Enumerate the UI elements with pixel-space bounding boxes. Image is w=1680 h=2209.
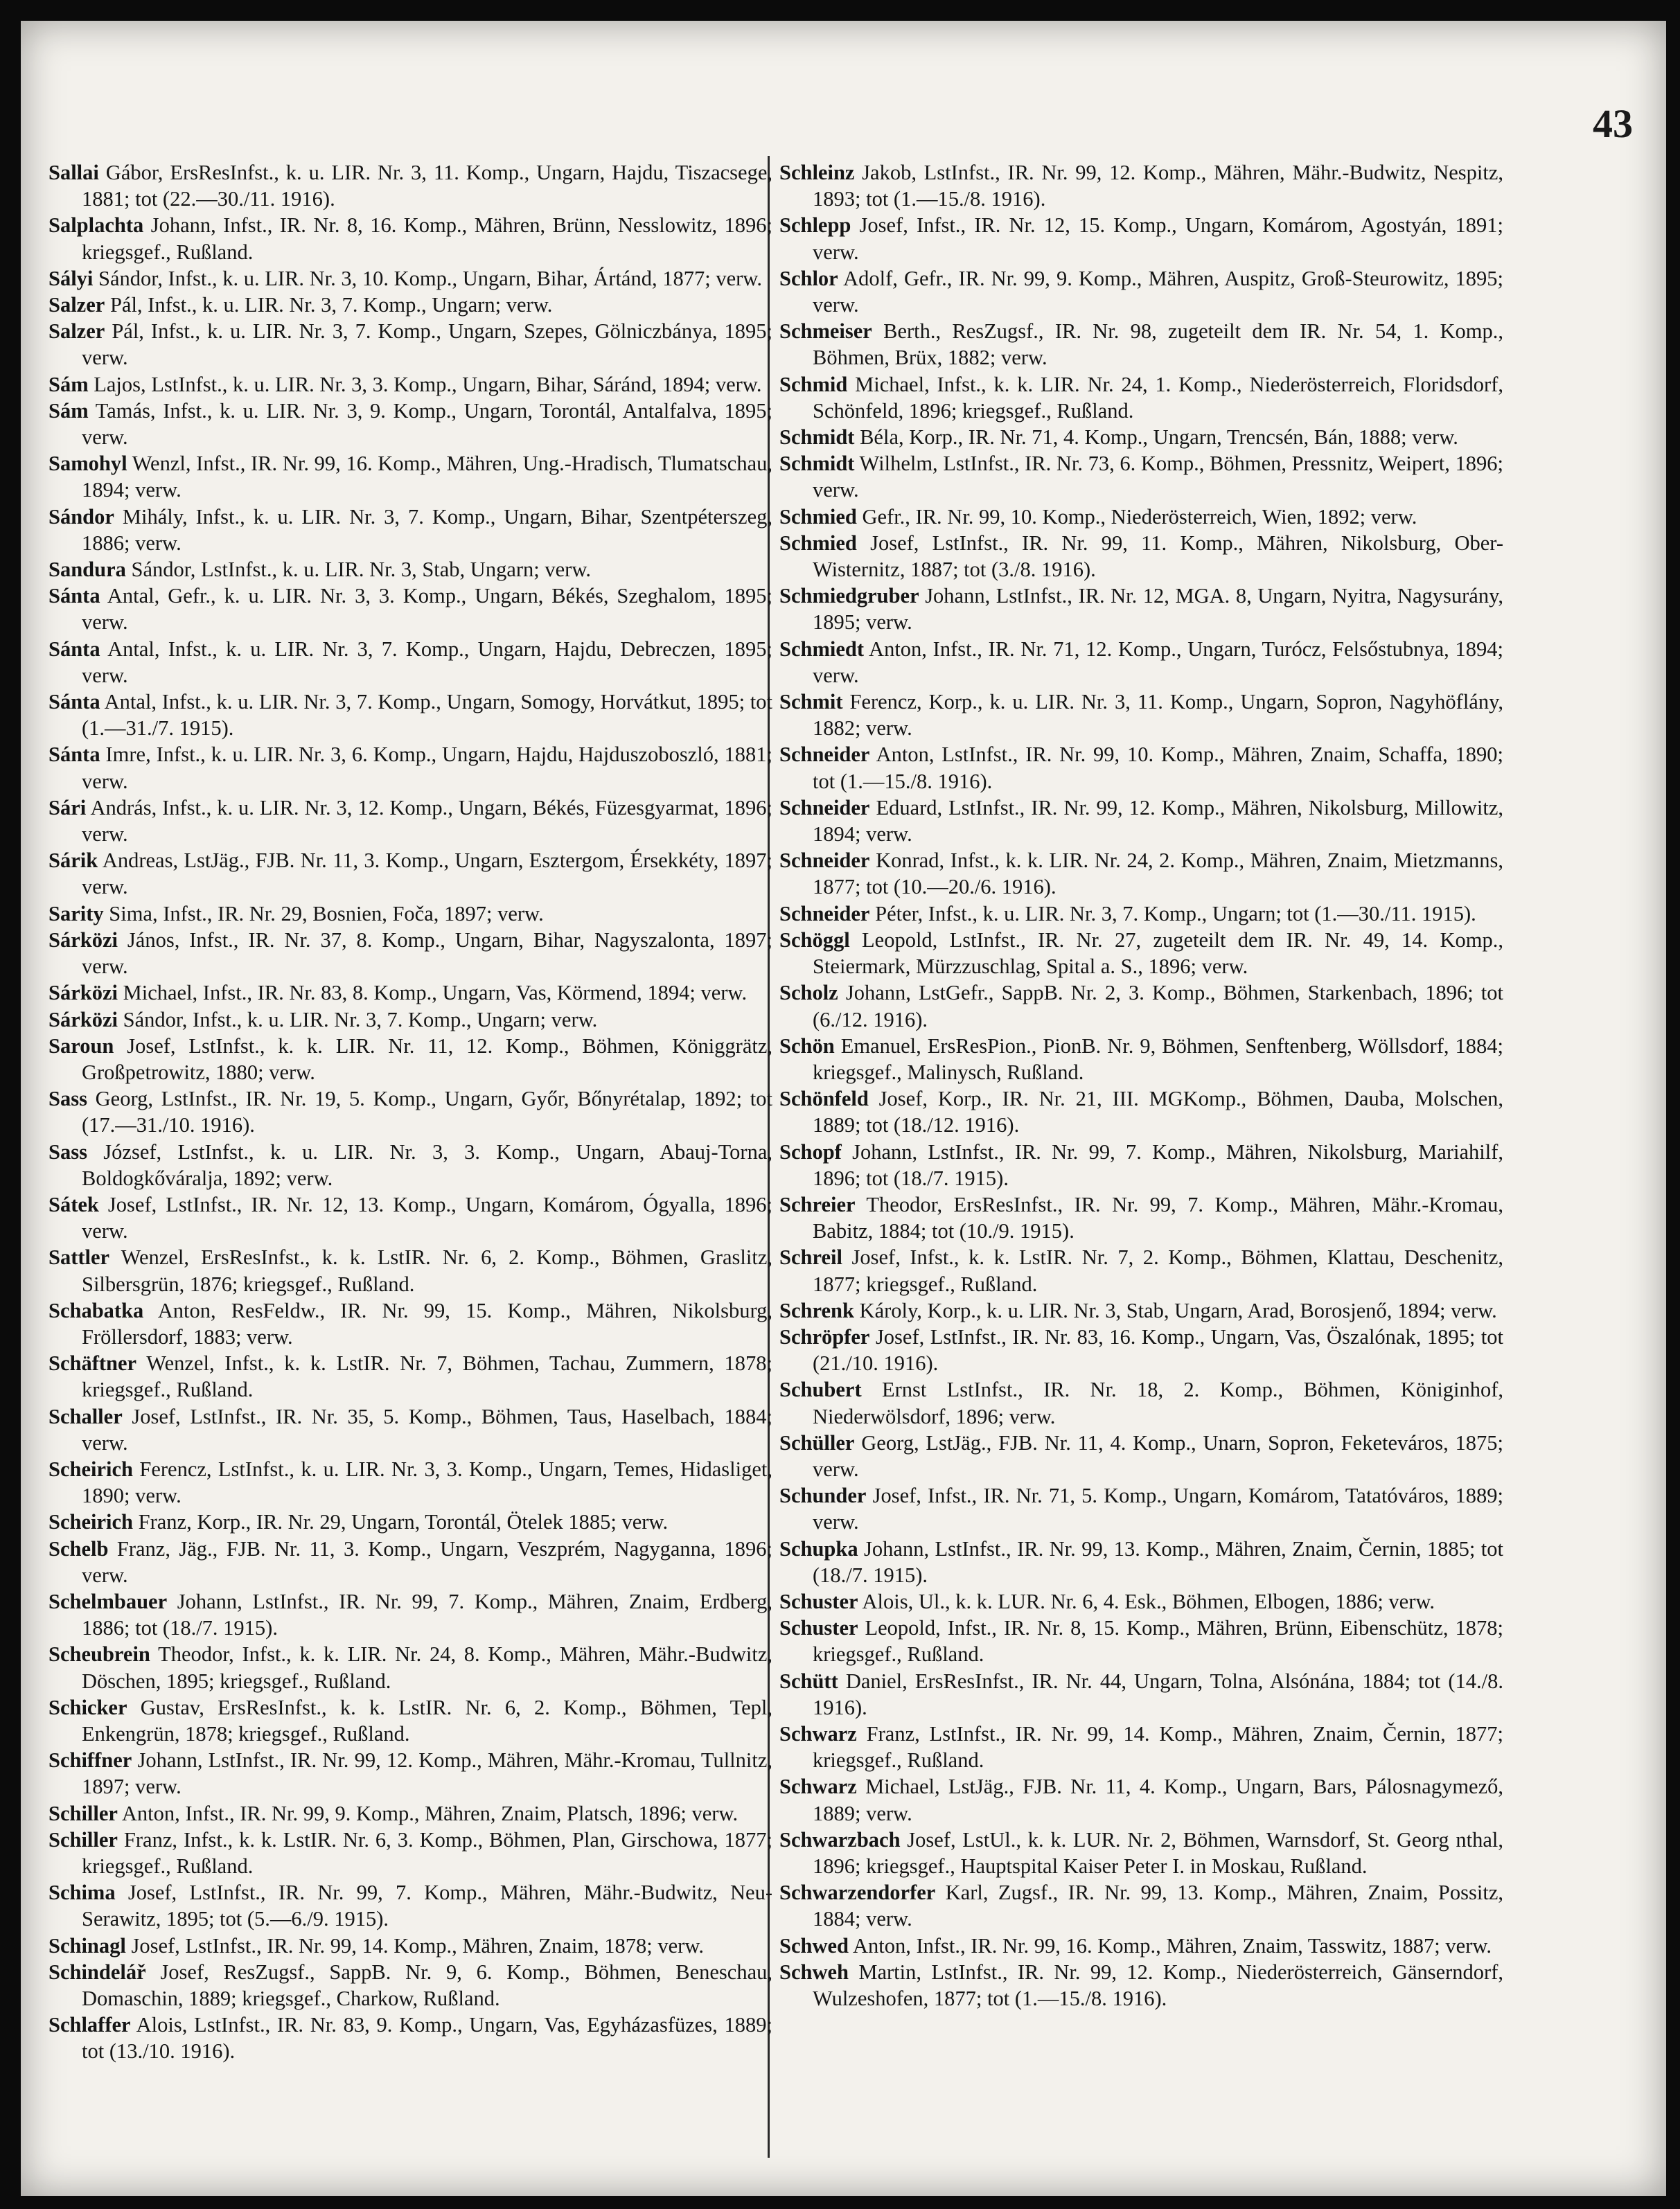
entry-surname: Schabatka [48, 1298, 144, 1322]
roster-entry [48, 318, 772, 371]
entry-details: Antal, Infst., k. u. LIR. Nr. 3, 7. Komp., Ungarn, Somogy, Horvátkut, 1895; tot (1.—31./7. 1915). [82, 690, 772, 740]
entry-surname: Schmit [779, 690, 843, 714]
entry-details: Mihály, Infst., k. u. LIR. Nr. 3, 7. Komp., Ungarn, Bihar, Szentpéterszeg, 1886; verw. [82, 504, 772, 555]
roster-entry [779, 265, 1503, 318]
entry-details: Daniel, ErsResInfst., IR. Nr. 44, Ungarn, Tolna, Alsónána, 1884; tot (14./8. 1916). [813, 1669, 1503, 1719]
roster-entry [48, 1244, 772, 1297]
entry-details: Alois, LstInfst., IR. Nr. 83, 9. Komp., Ungarn, Vas, Egyházasfüzes, 1889; tot (13./10. 1916). [82, 2013, 772, 2064]
entry-surname: Sárik [48, 849, 98, 873]
roster-entry [48, 1588, 772, 1641]
entry-details: Josef, LstInfst., IR. Nr. 99, 7. Komp., Mähren, Mähr.-Budwitz, Neu-Serawitz, 1895; tot (5.—6./9. 1915). [82, 1881, 772, 1931]
roster-entry [779, 1244, 1503, 1297]
roster-entry [48, 1006, 772, 1033]
entry-surname: Schmied [779, 504, 857, 529]
entry-details: Josef, LstUl., k. k. LUR. Nr. 2, Böhmen, Warnsdorf, St. Georg nthal, 1896; kriegsgef., Hauptspital Kaiser Peter I. in Moskau, Rußland. [813, 1827, 1503, 1878]
entry-surname: Schüller [779, 1430, 855, 1455]
roster-entry [48, 927, 772, 979]
entry-surname: Sánta [48, 637, 100, 661]
entry-surname: Schönfeld [779, 1087, 869, 1111]
entry-surname: Schneider [779, 849, 870, 873]
entry-surname: Schiller [48, 1827, 118, 1852]
roster-entry [779, 1085, 1503, 1138]
entry-details: Johann, LstInfst., IR. Nr. 99, 7. Komp., Mähren, Nikolsburg, Mariahilf, 1896; tot (18./7. 1915). [813, 1139, 1503, 1190]
entry-surname: Schaller [48, 1404, 123, 1428]
roster-entry [779, 1827, 1503, 1879]
entry-surname: Saroun [48, 1033, 114, 1058]
entry-surname: Schinagl [48, 1933, 126, 1958]
roster-entry [779, 1773, 1503, 1826]
roster-entry [48, 1297, 772, 1350]
roster-entry [779, 1324, 1503, 1376]
roster-entry [48, 265, 772, 292]
entry-details: Johann, LstGefr., SappB. Nr. 2, 3. Komp., Böhmen, Starkenbach, 1896; tot (6./12. 1916). [813, 981, 1503, 1031]
roster-entry [48, 159, 772, 212]
roster-entry [779, 1033, 1503, 1085]
entry-surname: Sárközi [48, 981, 118, 1005]
roster-entry [48, 847, 772, 900]
entry-surname: Salzer [48, 293, 105, 317]
entry-surname: Schubert [779, 1378, 862, 1402]
entry-surname: Sánta [48, 690, 100, 714]
scanned-page [21, 21, 1666, 2196]
roster-entry [779, 212, 1503, 265]
roster-entry [48, 212, 772, 265]
roster-entry [779, 1536, 1503, 1588]
roster-entry [779, 1933, 1503, 1959]
entry-surname: Sám [48, 398, 89, 423]
entry-surname: Schön [779, 1033, 835, 1058]
entry-surname: Schneider [779, 795, 870, 819]
entry-details: Theodor, ErsResInfst., IR. Nr. 99, 7. Komp., Mähren, Mähr.-Kromau, Babitz, 1884; tot (10./9. 1915). [813, 1192, 1503, 1243]
entry-details: Franz, LstInfst., IR. Nr. 99, 14. Komp., Mähren, Znaim, Černin, 1877; kriegsgef., Rußland. [813, 1721, 1503, 1773]
roster-entry [48, 1085, 772, 1138]
entry-surname: Schmidt [779, 452, 855, 476]
entry-surname: Schlor [779, 266, 838, 290]
entry-surname: Scholz [779, 981, 838, 1005]
roster-entry [48, 1959, 772, 2012]
entry-details: Josef, ResZugsf., SappB. Nr. 9, 6. Komp., Böhmen, Beneschau, Domaschin, 1889; kriegsgef., Charkow, Rußland. [82, 1960, 772, 2011]
entry-surname: Schmied [779, 531, 857, 555]
roster-entry [48, 1403, 772, 1456]
entry-surname: Sályi [48, 266, 94, 290]
entry-surname: Sárközi [48, 928, 118, 952]
entry-details: András, Infst., k. u. LIR. Nr. 3, 12. Komp., Ungarn, Békés, Füzesgyarmat, 1896; verw. [82, 795, 772, 846]
entry-details: Georg, LstJäg., FJB. Nr. 11, 4. Komp., Unarn, Sopron, Feketeváros, 1875; verw. [813, 1430, 1503, 1481]
entry-details: Anton, Infst., IR. Nr. 71, 12. Komp., Ungarn, Turócz, Felsőstubnya, 1894; verw. [813, 637, 1503, 687]
roster-entry [779, 636, 1503, 689]
roster-entry [48, 901, 772, 927]
roster-entry [779, 504, 1503, 530]
roster-entry [779, 371, 1503, 424]
roster-entry [779, 847, 1503, 900]
entry-surname: Schunder [779, 1484, 867, 1508]
entry-details: Franz, Infst., k. k. LstIR. Nr. 6, 3. Komp., Böhmen, Plan, Girschowa, 1877; kriegsgef., Rußland. [82, 1827, 772, 1878]
roster-entry [48, 583, 772, 635]
left-column [48, 159, 772, 2154]
entry-surname: Schlepp [779, 213, 851, 238]
roster-entry [48, 1509, 772, 1535]
roster-entry [48, 1800, 772, 1827]
roster-entry [779, 530, 1503, 583]
roster-entry [779, 795, 1503, 847]
roster-entry [48, 450, 772, 503]
entry-details: Wenzl, Infst., IR. Nr. 99, 16. Komp., Mähren, Ung.-Hradisch, Tlumatschau, 1894; verw. [82, 452, 772, 502]
entry-details: Imre, Infst., k. u. LIR. Nr. 3, 6. Komp., Ungarn, Hajdu, Hajduszoboszló, 1881; verw. [82, 743, 772, 793]
entry-surname: Schima [48, 1881, 116, 1905]
entry-details: Tamás, Infst., k. u. LIR. Nr. 3, 9. Komp., Ungarn, Torontál, Antalfalva, 1895; verw. [82, 398, 772, 450]
entry-surname: Schneider [779, 901, 870, 925]
entry-surname: Samohyl [48, 452, 127, 476]
roster-entry [779, 424, 1503, 450]
entry-surname: Schrenk [779, 1298, 854, 1322]
entry-surname: Schopf [779, 1139, 842, 1164]
roster-entry [779, 689, 1503, 741]
roster-entry [779, 1721, 1503, 1773]
roster-entry [48, 979, 772, 1006]
entry-details: Emanuel, ErsResPion., PionB. Nr. 9, Böhmen, Senftenberg, Wöllsdorf, 1884; kriegsgef., Malinysch, Rußland. [813, 1033, 1503, 1084]
entry-details: Johann, LstInfst., IR. Nr. 12, MGA. 8, Ungarn, Nyitra, Nagysurány, 1895; verw. [813, 584, 1503, 635]
roster-entry [48, 292, 772, 318]
entry-details: Michael, LstJäg., FJB. Nr. 11, 4. Komp., Ungarn, Bars, Pálosnagymező, 1889; verw. [813, 1775, 1503, 1825]
entry-details: Anton, Infst., IR. Nr. 99, 9. Komp., Mähren, Znaim, Platsch, 1896; verw. [117, 1801, 739, 1825]
entry-surname: Schäftner [48, 1351, 137, 1376]
roster-entry [779, 1191, 1503, 1244]
entry-surname: Schindelář [48, 1960, 146, 1984]
entry-details: Andreas, LstJäg., FJB. Nr. 11, 3. Komp., Ungarn, Esztergom, Érsekkéty, 1897; verw. [82, 849, 772, 899]
entry-surname: Sándor [48, 504, 114, 529]
entry-surname: Salzer [48, 319, 105, 344]
entry-surname: Schneider [779, 743, 870, 767]
entry-details: Josef, LstInfst., k. k. LIR. Nr. 11, 12. Komp., Böhmen, Königgrätz, Großpetrowitz, 1880; verw. [82, 1033, 772, 1084]
roster-entry [48, 1747, 772, 1800]
roster-entry [779, 318, 1503, 371]
entry-surname: Sánta [48, 584, 100, 608]
roster-entry [48, 1641, 772, 1694]
roster-entry [48, 1694, 772, 1747]
entry-details: Berth., ResZugsf., IR. Nr. 98, zugeteilt dem IR. Nr. 54, 1. Komp., Böhmen, Brüx, 1882; verw. [813, 319, 1503, 370]
roster-entry [779, 927, 1503, 979]
entry-details: Leopold, LstInfst., IR. Nr. 27, zugeteilt dem IR. Nr. 49, 14. Komp., Steiermark, Mürzzuschlag, Spital a. S., 1896; verw. [813, 928, 1503, 979]
entry-details: Wenzel, Infst., k. k. LstIR. Nr. 7, Böhmen, Tachau, Zummern, 1878; kriegsgef., Rußland. [82, 1351, 772, 1402]
entry-surname: Schleinz [779, 161, 855, 184]
entry-details: Josef, LstInfst., IR. Nr. 83, 16. Komp., Ungarn, Vas, Öszalónak, 1895; tot (21./10. 1916). [813, 1324, 1503, 1376]
entry-surname: Schlaffer [48, 2013, 131, 2037]
entry-details: Josef, LstInfst., IR. Nr. 35, 5. Komp., Böhmen, Taus, Haselbach, 1884; verw. [82, 1404, 772, 1455]
roster-entry [48, 741, 772, 794]
roster-entry [48, 371, 772, 398]
entry-surname: Scheubrein [48, 1642, 150, 1667]
roster-entry [48, 398, 772, 450]
entry-surname: Schupka [779, 1536, 858, 1561]
roster-entry [48, 795, 772, 847]
entry-details: Péter, Infst., k. u. LIR. Nr. 3, 7. Komp., Ungarn; tot (1.—30./11. 1915). [869, 901, 1476, 925]
entry-details: Alois, Ul., k. k. LUR. Nr. 6, 4. Esk., Böhmen, Elbogen, 1886; verw. [858, 1589, 1435, 1613]
entry-details: Sándor, Infst., k. u. LIR. Nr. 3, 10. Komp., Ungarn, Bihar, Ártánd, 1877; verw. [93, 266, 762, 290]
roster-entry [48, 1350, 772, 1403]
entry-details: Konrad, Infst., k. k. LIR. Nr. 24, 2. Komp., Mähren, Znaim, Mietzmanns, 1877; tot (10.—20./6. 1916). [813, 849, 1503, 899]
entry-details: Anton, ResFeldw., IR. Nr. 99, 15. Komp., Mähren, Nikolsburg, Fröllersdorf, 1883; verw. [82, 1298, 772, 1349]
page-number: 43 [1593, 101, 1633, 146]
entry-details: József, LstInfst., k. u. LIR. Nr. 3, 3. Komp., Ungarn, Abauj-Torna, Boldogkőváralja, 1892; verw. [82, 1139, 772, 1190]
roster-entry [48, 636, 772, 689]
entry-details: Antal, Infst., k. u. LIR. Nr. 3, 7. Komp., Ungarn, Hajdu, Debreczen, 1895; verw. [82, 637, 772, 687]
entry-details: Georg, LstInfst., IR. Nr. 19, 5. Komp., Ungarn, Győr, Bőnyrétalap, 1892; tot (17.—31./10. 1916). [82, 1087, 772, 1137]
entry-details: Wilhelm, LstInfst., IR. Nr. 73, 6. Komp., Böhmen, Pressnitz, Weipert, 1896; verw. [813, 452, 1503, 502]
entry-details: Sima, Infst., IR. Nr. 29, Bosnien, Foča, 1897; verw. [103, 901, 544, 925]
entry-surname: Schröpfer [779, 1324, 870, 1349]
roster-entry [779, 1482, 1503, 1535]
roster-entry [48, 504, 772, 556]
entry-surname: Sass [48, 1139, 87, 1164]
entry-surname: Schreil [779, 1245, 842, 1270]
entry-details: Josef, Korp., IR. Nr. 21, III. MGKomp., Böhmen, Dauba, Molschen, 1889; tot (18./12. 1916). [813, 1087, 1503, 1137]
roster-entry [48, 1933, 772, 1959]
roster-entry [48, 1456, 772, 1509]
entry-details: Johann, Infst., IR. Nr. 8, 16. Komp., Mähren, Brünn, Nesslowitz, 1896; kriegsgef., Rußland. [82, 213, 772, 264]
entry-details: Pál, Infst., k. u. LIR. Nr. 3, 7. Komp., Ungarn; verw. [105, 293, 553, 317]
roster-entry [48, 1191, 772, 1244]
entry-surname: Schicker [48, 1695, 127, 1719]
roster-entry [48, 2012, 772, 2064]
entry-surname: Schuster [779, 1589, 858, 1613]
entry-surname: Schmid [779, 372, 848, 396]
entry-surname: Sárközi [48, 1007, 118, 1031]
entry-details: Béla, Korp., IR. Nr. 71, 4. Komp., Ungarn, Trencsén, Bán, 1888; verw. [854, 425, 1458, 450]
entry-surname: Schöggl [779, 928, 850, 952]
roster-entry [48, 1827, 772, 1879]
roster-entry [779, 1376, 1503, 1429]
entry-details: Leopold, Infst., IR. Nr. 8, 15. Komp., Mähren, Brünn, Eibenschütz, 1878; kriegsgef., Rußland. [813, 1616, 1503, 1667]
entry-surname: Schmidt [779, 425, 855, 450]
entry-details: Josef, LstInfst., IR. Nr. 99, 14. Komp., Mähren, Znaim, 1878; verw. [125, 1933, 704, 1958]
entry-details: Ferencz, LstInfst., k. u. LIR. Nr. 3, 3. Komp., Ungarn, Temes, Hidasliget, 1890; verw. [82, 1457, 772, 1508]
entry-surname: Schelb [48, 1536, 109, 1561]
entry-surname: Schwarzendorfer [779, 1881, 936, 1905]
roster-entry [779, 1668, 1503, 1721]
entry-surname: Schmiedt [779, 637, 864, 661]
entry-details: Antal, Gefr., k. u. LIR. Nr. 3, 3. Komp., Ungarn, Békés, Szeghalom, 1895; verw. [82, 584, 772, 635]
roster-entry [779, 1959, 1503, 2012]
entry-details: Johann, LstInfst., IR. Nr. 99, 7. Komp., Mähren, Znaim, Erdberg, 1886; tot (18./7. 1915). [82, 1589, 772, 1640]
entry-surname: Sátek [48, 1192, 99, 1216]
entry-details: Lajos, LstInfst., k. u. LIR. Nr. 3, 3. Komp., Ungarn, Bihar, Sáránd, 1894; verw. [88, 372, 762, 396]
entry-surname: Schwarz [779, 1775, 857, 1799]
entry-details: János, Infst., IR. Nr. 37, 8. Komp., Ungarn, Bihar, Nagyszalonta, 1897; verw. [82, 928, 772, 979]
entry-details: Josef, Infst., IR. Nr. 12, 15. Komp., Ungarn, Komárom, Agostyán, 1891; verw. [813, 213, 1503, 264]
entry-surname: Sattler [48, 1245, 110, 1270]
entry-details: Anton, Infst., IR. Nr. 99, 16. Komp., Mähren, Znaim, Tasswitz, 1887; verw. [849, 1933, 1492, 1958]
entry-surname: Schuster [779, 1616, 858, 1640]
entry-details: Josef, LstInfst., IR. Nr. 12, 13. Komp., Ungarn, Komárom, Ógyalla, 1896; verw. [82, 1192, 772, 1243]
entry-surname: Sallai [48, 161, 99, 184]
entry-surname: Salplachta [48, 213, 144, 238]
entry-details: Gustav, ErsResInfst., k. k. LstIR. Nr. 6, 2. Komp., Böhmen, Tepl, Enkengrün, 1878; kriegsgef., Rußland. [82, 1695, 772, 1746]
roster-entry [779, 979, 1503, 1032]
entry-details: Johann, LstInfst., IR. Nr. 99, 12. Komp., Mähren, Mähr.-Kromau, Tullnitz, 1897; verw. [82, 1748, 772, 1799]
entry-surname: Schreier [779, 1192, 856, 1216]
entry-surname: Schiffner [48, 1748, 132, 1773]
roster-entry [779, 1615, 1503, 1667]
entry-details: Josef, LstInfst., IR. Nr. 99, 11. Komp., Mähren, Nikolsburg, Ober-Wisternitz, 1887; tot (3./8. 1916). [813, 531, 1503, 582]
entry-surname: Sánta [48, 743, 100, 767]
entry-details: Ferencz, Korp., k. u. LIR. Nr. 3, 11. Komp., Ungarn, Sopron, Nagyhöflány, 1882; verw. [813, 690, 1503, 740]
entry-details: Karl, Zugsf., IR. Nr. 99, 13. Komp., Mähren, Znaim, Possitz, 1884; verw. [813, 1881, 1503, 1931]
entry-surname: Schwarz [779, 1721, 857, 1746]
entry-surname: Schmeiser [779, 319, 872, 344]
right-column [779, 159, 1503, 2154]
entry-surname: Schiller [48, 1801, 118, 1825]
entry-surname: Schütt [779, 1669, 838, 1693]
entry-surname: Schweh [779, 1960, 849, 1984]
entry-details: Sándor, LstInfst., k. u. LIR. Nr. 3, Stab, Ungarn; verw. [125, 558, 591, 582]
entry-surname: Sass [48, 1087, 87, 1111]
entry-surname: Scheirich [48, 1457, 133, 1481]
entry-details: Gábor, ErsResInfst., k. u. LIR. Nr. 3, 11. Komp., Ungarn, Hajdu, Tiszacsege, 1881; tot (22.—30./11. 1916). [82, 161, 772, 211]
entry-surname: Schwed [779, 1933, 849, 1958]
roster-entry [779, 159, 1503, 212]
roster-entry [779, 1430, 1503, 1482]
entry-details: Franz, Jäg., FJB. Nr. 11, 3. Komp., Ungarn, Veszprém, Nagyganna, 1896; verw. [82, 1536, 772, 1587]
roster-entry [48, 1033, 772, 1085]
roster-entry [48, 1139, 772, 1191]
entry-details: Gefr., IR. Nr. 99, 10. Komp., Niederösterreich, Wien, 1892; verw. [856, 504, 1417, 529]
entry-details: Michael, Infst., k. k. LIR. Nr. 24, 1. Komp., Niederösterreich, Floridsdorf, Schönfeld, 1896; kriegsgef., Rußland. [813, 372, 1503, 423]
roster-entry [779, 1588, 1503, 1615]
roster-entry [48, 689, 772, 741]
entry-details: Eduard, LstInfst., IR. Nr. 99, 12. Komp., Mähren, Nikolsburg, Millowitz, 1894; verw. [813, 795, 1503, 846]
entry-details: Johann, LstInfst., IR. Nr. 99, 13. Komp., Mähren, Znaim, Černin, 1885; tot (18./7. 1915). [813, 1536, 1503, 1587]
roster-entry [779, 583, 1503, 635]
entry-details: Károly, Korp., k. u. LIR. Nr. 3, Stab, Ungarn, Arad, Borosjenő, 1894; verw. [854, 1298, 1497, 1322]
entry-surname: Scheirich [48, 1510, 133, 1534]
entry-details: Josef, Infst., k. k. LstIR. Nr. 7, 2. Komp., Böhmen, Klattau, Deschenitz, 1877; kriegsgef., Rußland. [813, 1245, 1503, 1296]
entry-details: Michael, Infst., IR. Nr. 83, 8. Komp., Ungarn, Vas, Körmend, 1894; verw. [117, 981, 748, 1005]
roster-entry [779, 1297, 1503, 1324]
entry-details: Sándor, Infst., k. u. LIR. Nr. 3, 7. Komp., Ungarn; verw. [117, 1007, 598, 1031]
entry-details: Theodor, Infst., k. k. LIR. Nr. 24, 8. Komp., Mähren, Mähr.-Budwitz, Döschen, 1895; kriegsgef., Rußland. [82, 1642, 772, 1693]
entry-details: Martin, LstInfst., IR. Nr. 99, 12. Komp., Niederösterreich, Gänserndorf, Wulzeshofen, 1877; tot (1.—15./8. 1916). [813, 1960, 1503, 2011]
entry-details: Adolf, Gefr., IR. Nr. 99, 9. Komp., Mähren, Auspitz, Groß-Steurowitz, 1895; verw. [813, 266, 1503, 317]
roster-entry [48, 1879, 772, 1932]
roster-entry [48, 1536, 772, 1588]
roster-entry [779, 901, 1503, 927]
entry-surname: Schwarzbach [779, 1827, 901, 1852]
entry-details: Anton, LstInfst., IR. Nr. 99, 10. Komp., Mähren, Znaim, Schaffa, 1890; tot (1.—15./8. 1916). [813, 743, 1503, 793]
entry-details: Josef, Infst., IR. Nr. 71, 5. Komp., Ungarn, Komárom, Tatatóváros, 1889; verw. [813, 1484, 1503, 1534]
entry-surname: Sám [48, 372, 89, 396]
entry-surname: Sári [48, 795, 87, 819]
entry-surname: Schelmbauer [48, 1589, 168, 1613]
entry-details: Ernst LstInfst., IR. Nr. 18, 2. Komp., Böhmen, Königinhof, Niederwölsdorf, 1896; verw. [813, 1378, 1503, 1428]
entry-surname: Sarity [48, 901, 104, 925]
entry-details: Pál, Infst., k. u. LIR. Nr. 3, 7. Komp., Ungarn, Szepes, Gölniczbánya, 1895; verw. [82, 319, 772, 370]
roster-entry [779, 1879, 1503, 1932]
entry-details: Franz, Korp., IR. Nr. 29, Ungarn, Torontál, Ötelek 1885; verw. [133, 1510, 669, 1534]
entry-surname: Sandura [48, 558, 126, 582]
entry-details: Jakob, LstInfst., IR. Nr. 99, 12. Komp., Mähren, Mähr.-Budwitz, Nespitz, 1893; tot (1.—15./8. 1916). [813, 161, 1503, 211]
entry-details: Wenzel, ErsResInfst., k. k. LstIR. Nr. 6, 2. Komp., Böhmen, Graslitz, Silbersgrün, 1876; kriegsgef., Rußland. [82, 1245, 772, 1296]
roster-entry [779, 741, 1503, 794]
entry-surname: Schmiedgruber [779, 584, 919, 608]
roster-entry [48, 556, 772, 583]
roster-entry [779, 450, 1503, 503]
roster-entry [779, 1139, 1503, 1191]
